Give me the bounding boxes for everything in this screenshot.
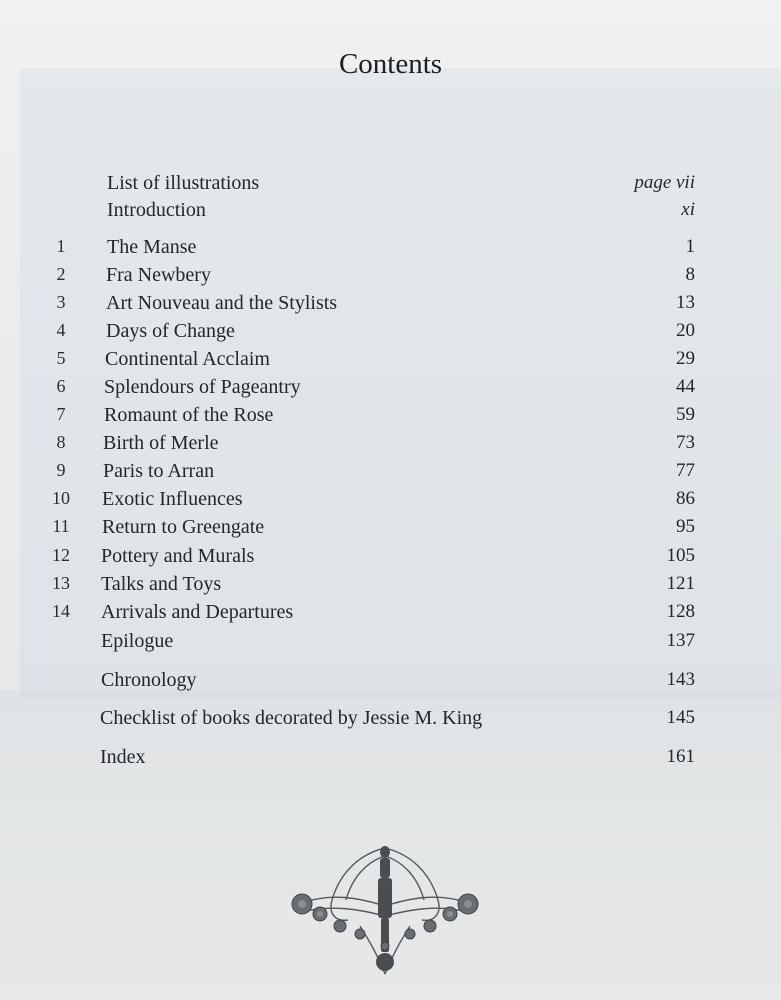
- page-title: Contents: [338, 48, 443, 80]
- chapter-number: 12: [52, 545, 70, 565]
- toc-row: [0, 516, 781, 544]
- toc-row: [0, 292, 781, 320]
- chapter-title: Birth of Merle: [103, 432, 219, 454]
- chapter-number: 8: [56, 432, 66, 452]
- page-number: 77: [676, 460, 695, 481]
- toc-row: [0, 707, 781, 735]
- page-number: 8: [685, 264, 695, 285]
- chapter-number: 9: [56, 460, 66, 480]
- chapter-number: 14: [52, 601, 70, 621]
- art-nouveau-ornament-illustration: [280, 842, 490, 982]
- chapter-title: Splendours of Pageantry: [104, 376, 301, 398]
- chapter-title: Art Nouveau and the Stylists: [106, 292, 338, 314]
- chapter-number: 10: [52, 488, 70, 508]
- chapter-title: Talks and Toys: [101, 573, 222, 595]
- chapter-title: Exotic Influences: [102, 488, 243, 510]
- toc-row: [0, 545, 781, 573]
- chapter-number: 2: [56, 264, 66, 284]
- chapter-number: 6: [56, 376, 66, 396]
- chapter-title: Pottery and Murals: [101, 545, 255, 567]
- page-number: page vii: [634, 172, 695, 193]
- chapter-title: Paris to Arran: [103, 460, 215, 482]
- page-number: 145: [666, 707, 695, 728]
- chapter-title: Epilogue: [101, 630, 174, 652]
- toc-row: [0, 348, 781, 376]
- chapter-title: The Manse: [107, 236, 197, 258]
- toc-row: [0, 236, 781, 264]
- chapter-title: Arrivals and Departures: [101, 601, 294, 623]
- page-number: 128: [666, 601, 695, 622]
- page-number: 29: [676, 348, 695, 369]
- chapter-title: Romaunt of the Rose: [104, 404, 274, 426]
- toc-row: [0, 320, 781, 348]
- chapter-number: 5: [56, 348, 66, 368]
- page-number: 20: [676, 320, 695, 341]
- toc-row: [0, 601, 781, 629]
- toc-row: [0, 404, 781, 432]
- page-number: 1: [685, 236, 695, 257]
- chapter-number: 1: [56, 236, 66, 256]
- chapter-title: Fra Newbery: [106, 264, 211, 286]
- page-number: 121: [666, 573, 695, 594]
- toc-row: [0, 376, 781, 404]
- page-number: 73: [676, 432, 695, 453]
- toc-row: [0, 669, 781, 697]
- toc-row: [0, 488, 781, 516]
- chapter-title: Continental Acclaim: [105, 348, 270, 370]
- chapter-title: Index: [100, 746, 146, 768]
- toc-row: [0, 746, 781, 774]
- page-number: 44: [676, 376, 695, 397]
- page-number: 105: [666, 545, 695, 566]
- toc-row: [0, 172, 781, 200]
- page-number: 86: [676, 488, 695, 509]
- page-number: 59: [676, 404, 695, 425]
- page-number: 13: [676, 292, 695, 313]
- chapter-number: 11: [52, 516, 70, 536]
- chapter-number: 13: [52, 573, 70, 593]
- page-number: 143: [666, 669, 695, 690]
- chapter-title: Introduction: [107, 199, 206, 221]
- page-number: 161: [666, 746, 695, 767]
- chapter-title: Days of Change: [106, 320, 235, 342]
- toc-row: [0, 573, 781, 601]
- page-number: xi: [681, 199, 695, 220]
- chapter-number: 3: [56, 292, 66, 312]
- toc-row: [0, 460, 781, 488]
- toc-row: [0, 630, 781, 658]
- toc-row: [0, 199, 781, 227]
- chapter-number: 4: [56, 320, 66, 340]
- toc-row: [0, 432, 781, 460]
- page-number: 95: [676, 516, 695, 537]
- chapter-title: Checklist of books decorated by Jessie M. King: [100, 707, 483, 729]
- toc-row: [0, 264, 781, 292]
- chapter-title: Chronology: [101, 669, 197, 691]
- chapter-title: List of illustrations: [107, 172, 260, 194]
- chapter-number: 7: [56, 404, 66, 424]
- chapter-title: Return to Greengate: [102, 516, 265, 538]
- page-number: 137: [666, 630, 695, 651]
